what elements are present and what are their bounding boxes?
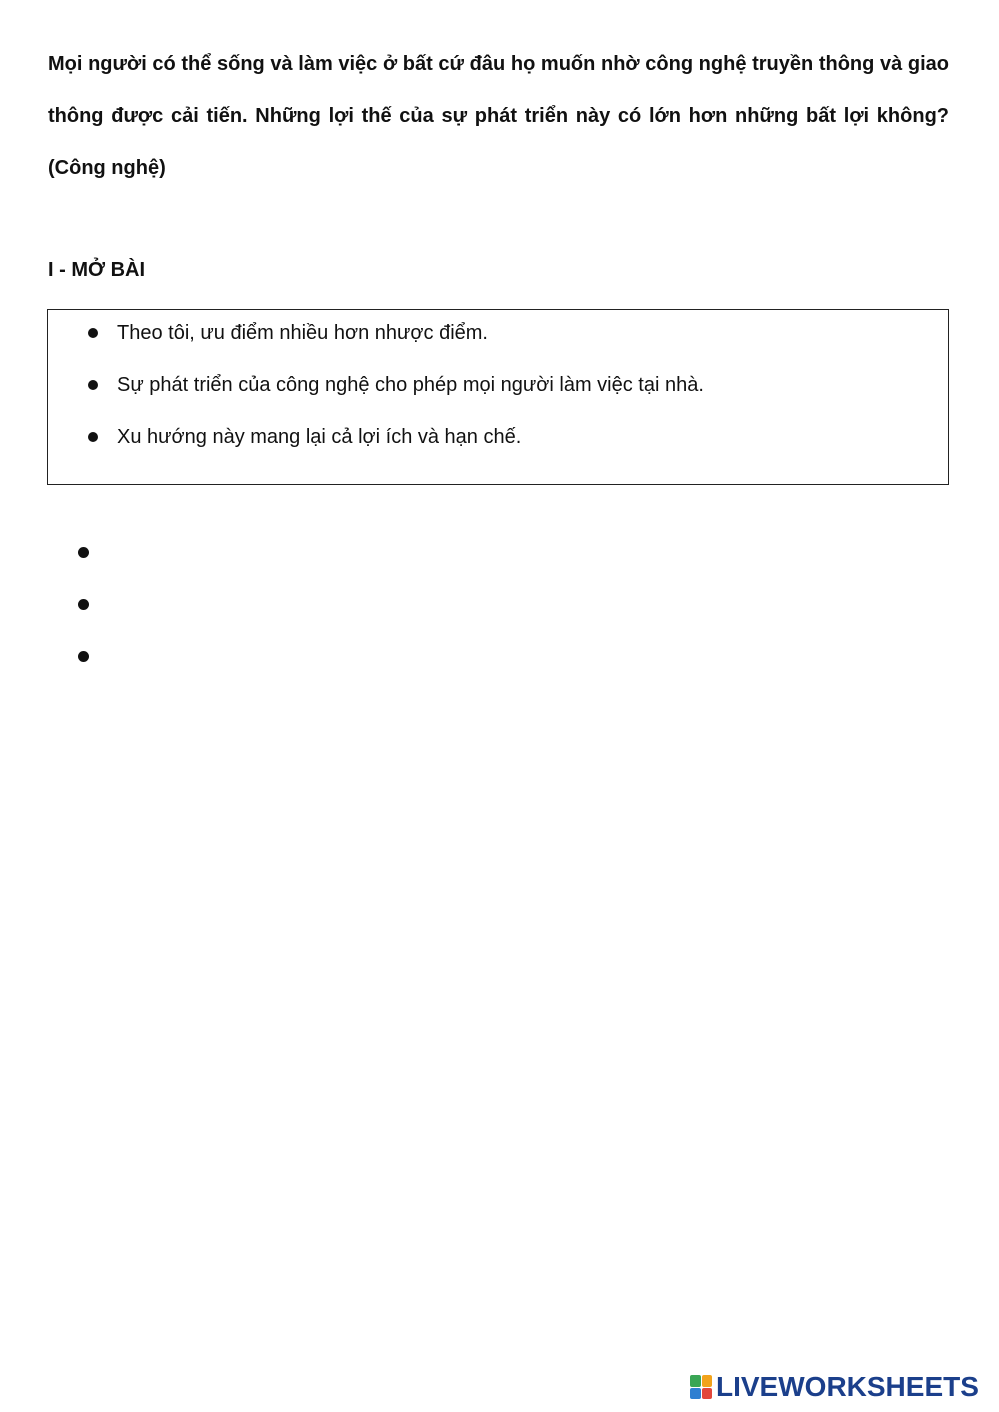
introduction-list — [48, 314, 704, 470]
logo-square-orange — [702, 1375, 713, 1387]
bullet-icon — [88, 380, 98, 390]
liveworksheets-logo-icon — [690, 1375, 712, 1399]
bullet-icon — [78, 651, 89, 662]
liveworksheets-brand — [690, 1372, 979, 1402]
answer-slot[interactable] — [78, 594, 938, 646]
list-item — [48, 418, 704, 470]
answer-list — [78, 542, 938, 698]
bullet-icon — [78, 547, 89, 558]
logo-square-green — [690, 1375, 701, 1387]
list-item-text: Sự phát triển của công nghệ cho phép mọi người làm việc tại nhà. — [117, 374, 704, 396]
list-item-text: Xu hướng này mang lại cả lợi ích và hạn chế. — [117, 426, 522, 448]
section-title: I - MỞ BÀI — [48, 259, 146, 281]
logo-square-blue — [690, 1388, 701, 1400]
introduction-box — [47, 309, 949, 485]
bullet-icon — [88, 328, 98, 338]
list-item — [48, 366, 704, 418]
list-item — [48, 314, 704, 366]
answer-slot[interactable] — [78, 646, 938, 698]
logo-square-red — [702, 1388, 713, 1400]
bullet-icon — [78, 599, 89, 610]
bullet-icon — [88, 432, 98, 442]
list-item-text: Theo tôi, ưu điểm nhiều hơn nhược điểm. — [117, 322, 488, 344]
answer-slot[interactable] — [78, 542, 938, 594]
prompt-text: Mọi người có thể sống và làm việc ở bất cứ đâu họ muốn nhờ công nghệ truyền thông và giao thông được cải tiến. Những lợi thế của sự phát triển này có lớn hơn những bất lợi không? (Công nghệ) — [48, 53, 949, 179]
liveworksheets-wordmark: LIVEWORKSHEETS — [716, 1371, 979, 1402]
